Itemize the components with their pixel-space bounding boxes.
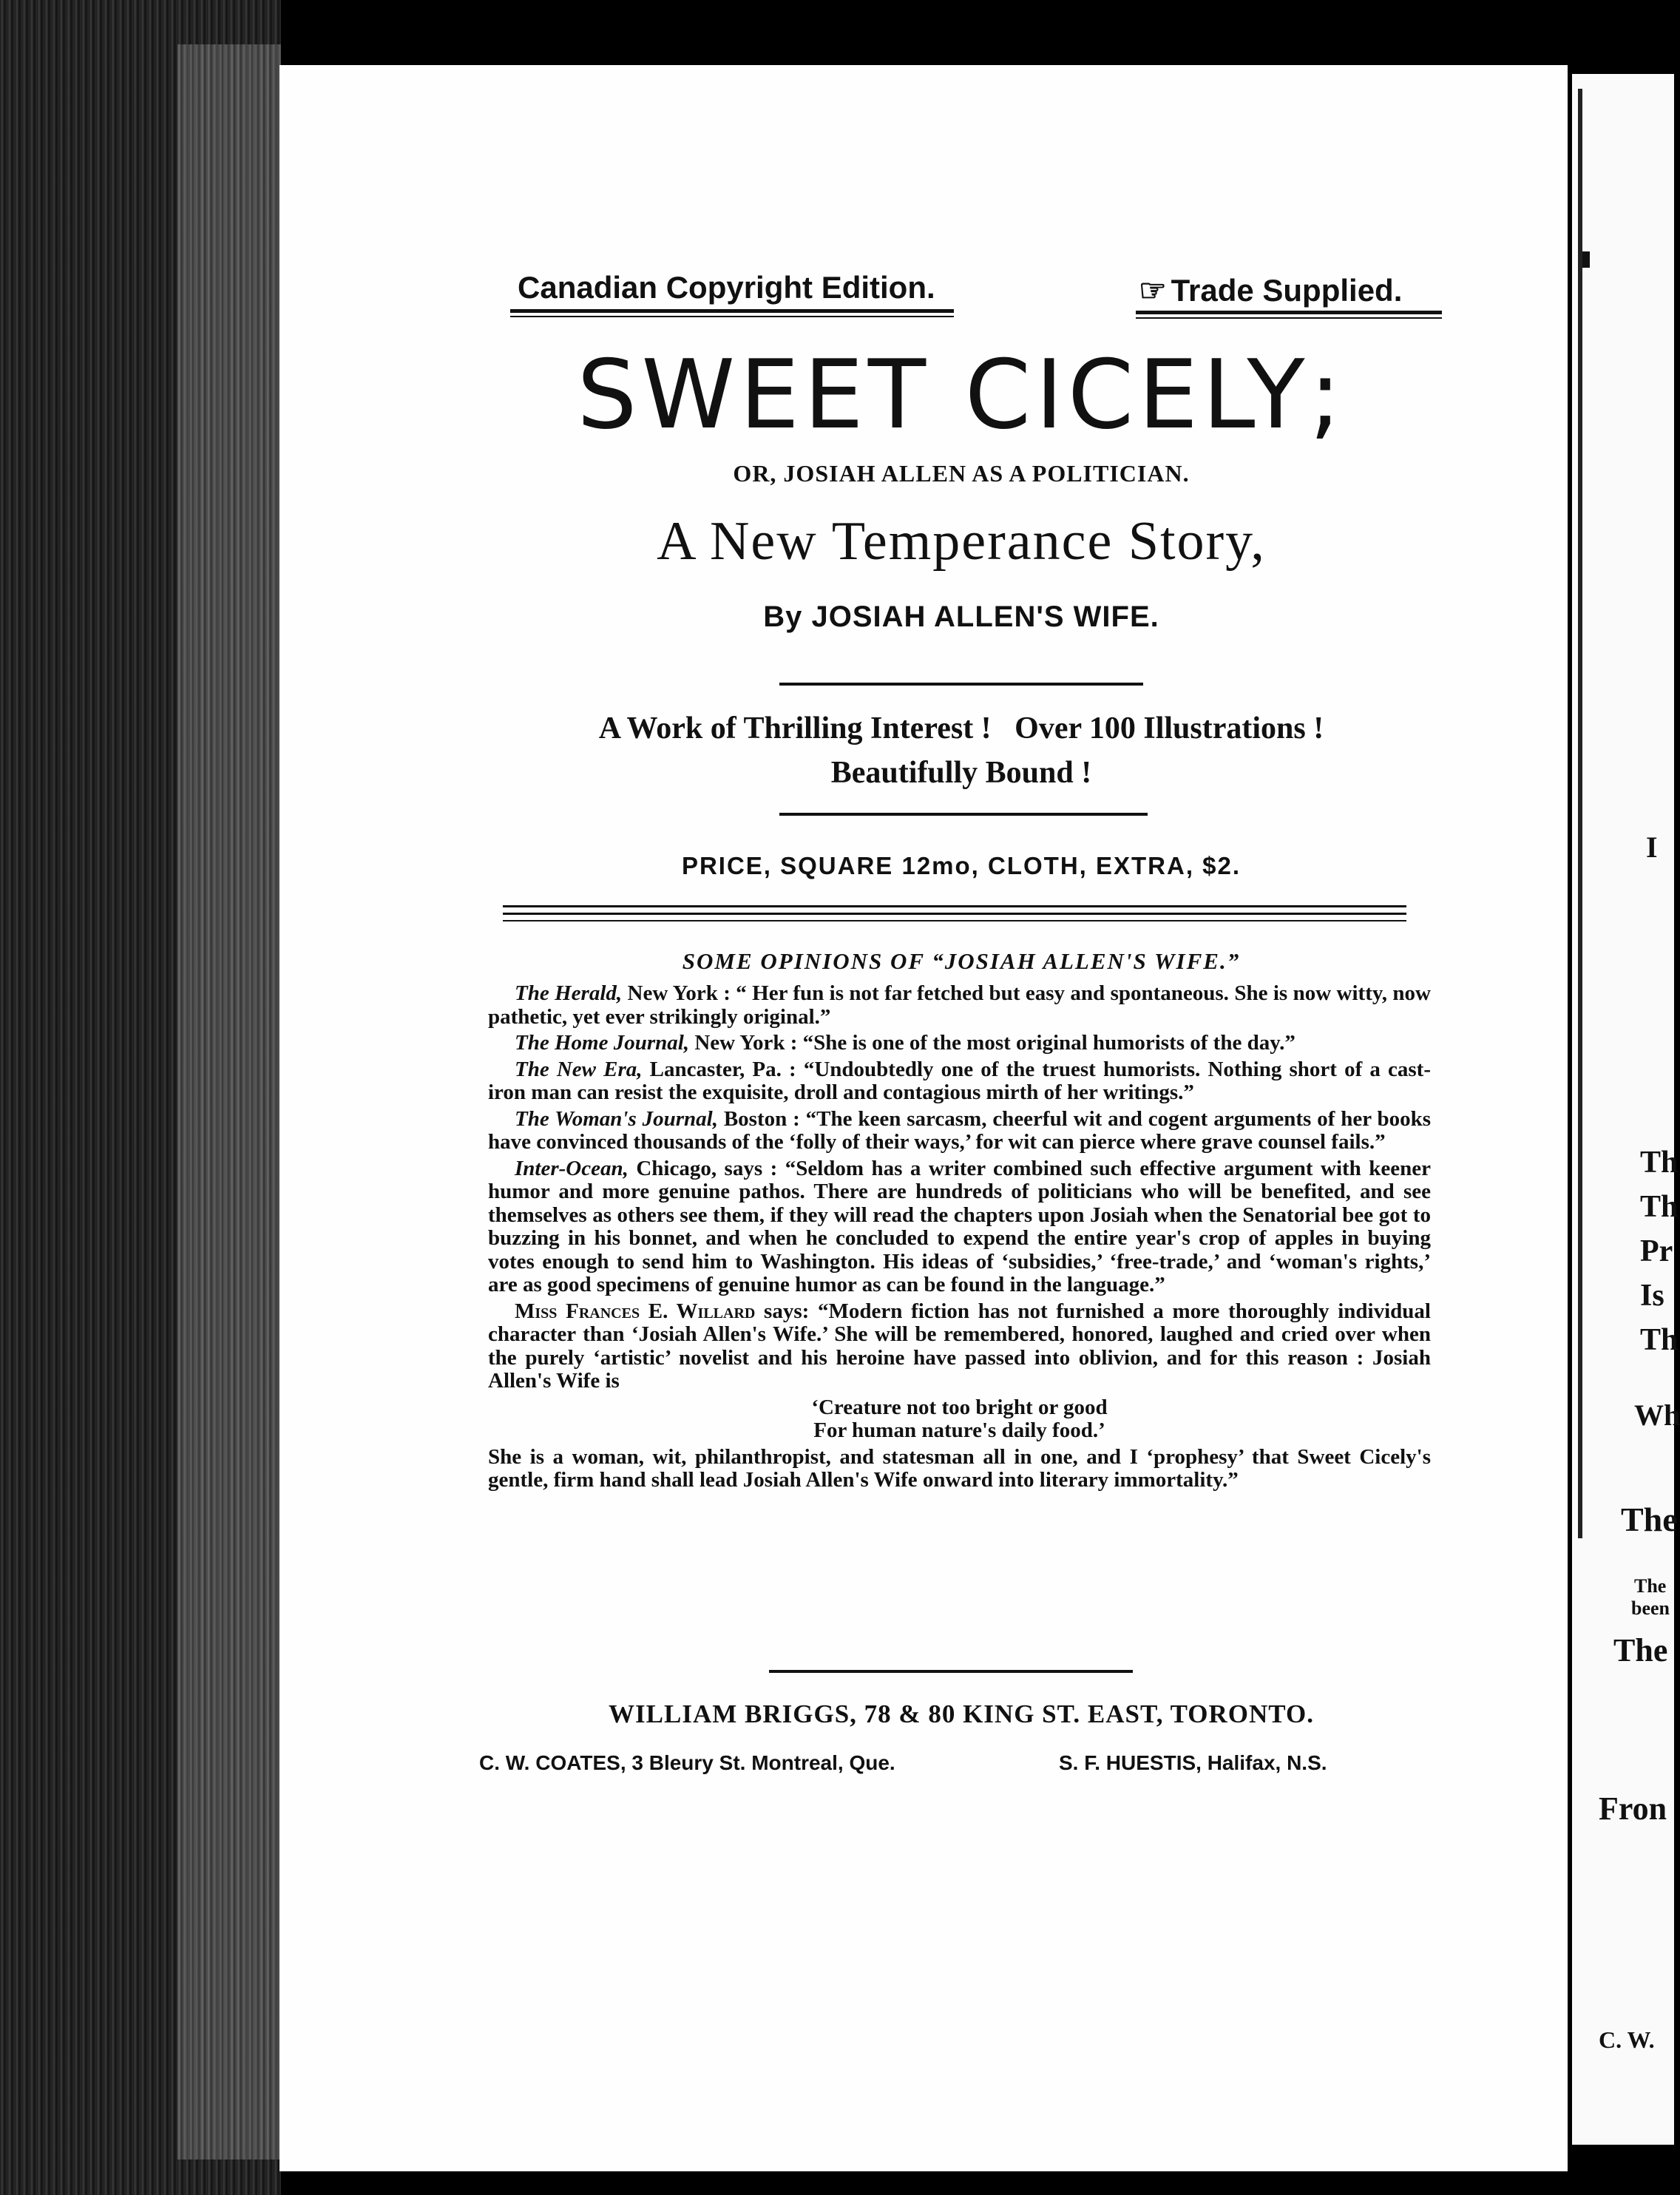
divider-rule [779, 683, 1143, 686]
divider-rule [779, 813, 1148, 816]
trade-notice-text: Trade Supplied. [1171, 273, 1403, 308]
copyright-underline-thin [510, 316, 954, 317]
opinion-source: The New Era, [515, 1057, 643, 1081]
opinion-text: Lancaster, Pa. : “Undoubtedly one of the truest humorists. Nothing short of a cast-iron man can resist the exquisite, droll and contagious mirth of her writings.” [488, 1057, 1431, 1104]
book-subtitle: OR, JOSIAH ALLEN AS A POLITICIAN. [733, 460, 1190, 487]
opinion-item-willard [488, 1300, 1431, 1393]
fragment-text: C. W. [1599, 2026, 1655, 2053]
opinion-source: The Herald, [515, 981, 623, 1005]
opinions-heading: SOME OPINIONS OF “JOSIAH ALLEN'S WIFE.” [682, 948, 1241, 974]
fragment-text: Wh [1634, 1398, 1680, 1432]
book-price: PRICE, SQUARE 12mo, CLOTH, EXTRA, $2. [681, 852, 1242, 879]
double-rule-middle [503, 913, 1406, 915]
double-rule-bottom [503, 920, 1406, 921]
book-highlights [444, 706, 1479, 795]
fragment-text: been [1631, 1597, 1670, 1619]
adjacent-page-fragment [1572, 74, 1680, 2145]
fragment-text: The [1621, 1501, 1678, 1538]
trade-underline-thin [1136, 317, 1442, 319]
trade-underline [1136, 311, 1442, 314]
book-byline: By JOSIAH ALLEN'S WIFE. [763, 601, 1159, 633]
fragment-text: Th [1640, 1146, 1679, 1180]
opinion-text: New York : “She is one of the most original humorists of the day.” [689, 1031, 1295, 1055]
fragment-text: Is [1640, 1279, 1664, 1313]
page-edges [177, 44, 281, 2160]
divider-rule [769, 1670, 1133, 1673]
fragment-text: The [1613, 1632, 1668, 1668]
verse-line-1: ‘Creature not too bright or good [811, 1395, 1108, 1419]
fragment-text: Fron [1599, 1790, 1667, 1827]
opinion-item [488, 1032, 1431, 1055]
publisher-address: WILLIAM BRIGGS, 78 & 80 KING ST. EAST, TORONTO. [609, 1699, 1314, 1728]
opinion-text: Chicago, says : “Seldom has a writer combined such effective argument with keener humor and more genuine pathos. There are hundreds of politicians who will be benefited, and see themselves as others see them, if they will read the chapters upon Josiah when the Senatorial bee got to buzzing in his bonnet, and when he concluded to expend the entire year's crop of apples in buying votes enough to send him to Washington. His ideas of ‘subsidies,’ ‘free-trade,’ and ‘woman's rights,’ are as good specimens of genuine humor as can be found in the language.” [488, 1156, 1431, 1296]
double-rule-top [503, 905, 1406, 907]
branch-montreal: C. W. COATES, 3 Bleury St. Montreal, Que. [479, 1751, 895, 1774]
pointing-hand-icon: ☞ [1139, 273, 1167, 308]
copyright-underline [510, 309, 954, 313]
opinion-text: says: “Modern fiction has not furnished a more thoroughly individual character than ‘Josiah Allen's Wife.’ She will be remembered, honored, laughed and cried over when the purely ‘artistic’ novelist and his heroine have passed into oblivion, and for this reason : Josiah Allen's Wife is [488, 1299, 1431, 1393]
opinion-item [488, 1058, 1431, 1105]
fragment-text: The [1634, 1575, 1667, 1597]
fragment-text: I [1646, 831, 1658, 864]
opinion-item [488, 982, 1431, 1029]
opinion-source: The Woman's Journal, [515, 1106, 718, 1131]
adjacent-page-mark [1582, 251, 1590, 268]
opinion-source: Miss Frances E. Willard [515, 1299, 756, 1323]
fragment-text: Th [1640, 1190, 1679, 1224]
trade-notice [1139, 272, 1402, 308]
highlight-line-1: A Work of Thrilling Interest ! Over 100 Illustrations ! [598, 711, 1324, 745]
fragment-text: Th [1640, 1323, 1679, 1357]
fragment-text: Pr [1640, 1234, 1673, 1268]
opinion-text: New York : “ Her fun is not far fetched but easy and spontaneous. She is now witty, now pathetic, yet ever strikingly original.” [488, 981, 1431, 1029]
copyright-notice: Canadian Copyright Edition. [518, 270, 935, 305]
branch-halifax: S. F. HUESTIS, Halifax, N.S. [1059, 1751, 1327, 1774]
verse-line-2: For human nature's daily food.’ [813, 1418, 1105, 1442]
opinion-item [488, 1157, 1431, 1297]
opinion-source: Inter-Ocean, [515, 1156, 629, 1180]
book-tagline: A New Temperance Story, [657, 511, 1266, 572]
quoted-verse [488, 1396, 1431, 1443]
opinion-closing: She is a woman, wit, philanthropist, and statesman all in one, and I ‘prophesy’ that Sweet Cicely's gentle, firm hand shall lead Josiah Allen's Wife onward into literary immortality.” [488, 1444, 1431, 1492]
adjacent-page-edge [1578, 89, 1582, 1538]
opinion-item [488, 1108, 1431, 1154]
highlight-line-2: Beautifully Bound ! [830, 756, 1092, 790]
opinions-list [488, 982, 1431, 1492]
opinion-text: Boston : “The keen sarcasm, cheerful wit and cogent arguments of her books have convinced thousands of the ‘folly of their ways,’ for wit can pierce where grave counsel fails.” [488, 1106, 1431, 1154]
book-title: SWEET CICELY; [577, 340, 1346, 450]
opinion-source: The Home Journal, [515, 1031, 690, 1055]
